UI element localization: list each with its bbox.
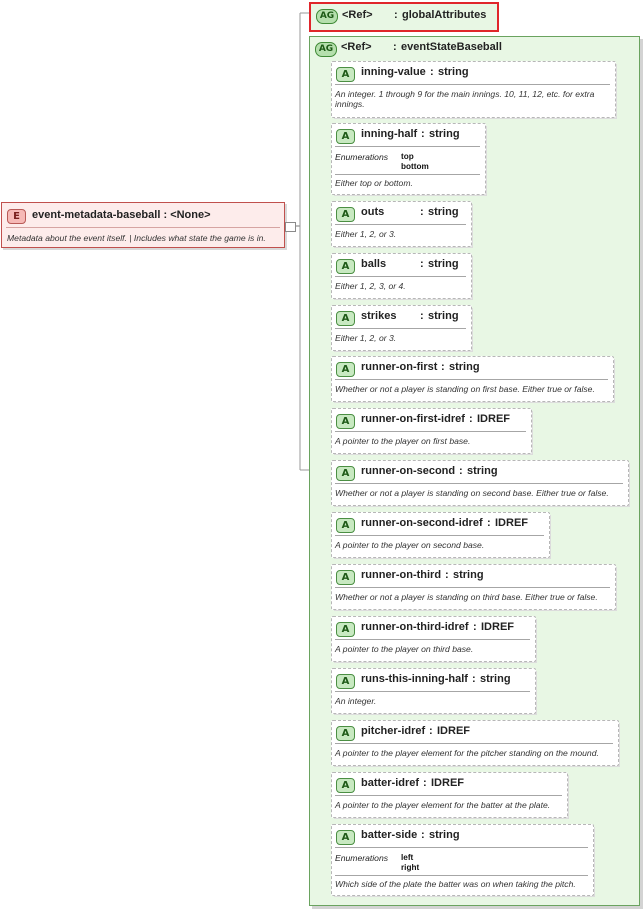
attribute-name: runner-on-second	[361, 465, 456, 477]
attribute-name: runner-on-second-idref	[361, 517, 483, 529]
group-separator: :	[394, 9, 398, 21]
attribute-separator: :	[459, 465, 463, 477]
element-separator: :	[163, 209, 168, 221]
attribute-separator: :	[441, 361, 445, 373]
attribute-separator: :	[420, 258, 424, 270]
attribute-separator: :	[473, 621, 477, 633]
attribute-badge-icon: A	[336, 622, 355, 637]
attribute-divider	[335, 795, 562, 796]
attribute-box[interactable]	[331, 564, 616, 610]
attribute-badge-icon: A	[336, 414, 355, 429]
attribute-type: string	[453, 569, 484, 581]
attribute-type: IDREF	[431, 777, 464, 789]
attribute-box[interactable]	[331, 123, 486, 195]
enumeration-value: bottom	[401, 162, 429, 171]
attribute-box[interactable]	[331, 512, 550, 558]
attribute-divider	[335, 535, 544, 536]
attribute-type: IDREF	[437, 725, 470, 737]
attribute-box[interactable]	[331, 305, 472, 351]
attribute-type: string	[480, 673, 511, 685]
attribute-description: A pointer to the player on second base.	[335, 540, 485, 550]
element-type: <None>	[170, 209, 211, 221]
attribute-divider	[335, 431, 526, 432]
attribute-badge-icon: A	[336, 311, 355, 326]
attribute-badge-icon: A	[336, 570, 355, 585]
attribute-description: A pointer to the player element for the batter at the plate.	[335, 800, 551, 810]
element-divider	[6, 227, 280, 228]
attribute-separator: :	[469, 413, 473, 425]
enumeration-divider	[335, 174, 480, 175]
attribute-badge-icon: A	[336, 726, 355, 741]
element-description: Metadata about the event itself. | Includes what state the game is in.	[7, 233, 266, 243]
attribute-name: runner-on-third	[361, 569, 442, 581]
enumeration-divider	[335, 875, 588, 876]
attribute-separator: :	[420, 206, 424, 218]
attribute-badge-icon: A	[336, 466, 355, 481]
attribute-box[interactable]	[331, 668, 536, 714]
element-title	[32, 209, 211, 221]
attribute-type: string	[449, 361, 480, 373]
attribute-name: pitcher-idref	[361, 725, 426, 737]
attribute-box[interactable]	[331, 61, 616, 118]
enumerations-label: Enumerations	[335, 853, 389, 863]
attribute-name: runs-this-inning-half	[361, 673, 468, 685]
root-element-box[interactable]	[1, 202, 285, 248]
attribute-type: IDREF	[481, 621, 514, 633]
attribute-name: runner-on-first	[361, 361, 438, 373]
attribute-badge-icon: A	[336, 778, 355, 793]
attribute-description: An integer.	[335, 696, 377, 706]
attribute-badge-icon: A	[336, 830, 355, 845]
attribute-badge-icon: A	[336, 207, 355, 222]
attribute-name: inning-value	[361, 66, 426, 78]
attribute-box[interactable]	[331, 253, 472, 299]
attribute-box[interactable]	[331, 356, 614, 402]
attribute-box[interactable]	[331, 460, 629, 506]
attribute-divider	[335, 847, 588, 848]
attribute-type: IDREF	[495, 517, 528, 529]
attribute-badge-icon: A	[336, 362, 355, 377]
enumeration-value: top	[401, 152, 414, 161]
attribute-description: Whether or not a player is standing on third base. Either true or false.	[335, 592, 598, 602]
attribute-separator: :	[445, 569, 449, 581]
attribute-type: string	[429, 128, 460, 140]
enumerations-label: Enumerations	[335, 152, 389, 162]
attribute-divider	[335, 691, 530, 692]
attribute-description: A pointer to the player on third base.	[335, 644, 474, 654]
enumeration-value: right	[401, 863, 420, 872]
group-name: eventStateBaseball	[401, 41, 502, 53]
attribute-divider	[335, 224, 466, 225]
group-badge-icon: AG	[316, 9, 338, 24]
attribute-divider	[335, 328, 466, 329]
attribute-description: Whether or not a player is standing on second base. Either true or false.	[335, 488, 609, 498]
group-global-attributes[interactable]	[309, 2, 499, 32]
attribute-divider	[335, 146, 480, 147]
attribute-name: outs	[361, 206, 385, 218]
attribute-divider	[335, 379, 608, 380]
attribute-badge-icon: A	[336, 674, 355, 689]
attribute-type: string	[467, 465, 498, 477]
attribute-separator: :	[421, 829, 425, 841]
element-badge: E	[7, 209, 26, 224]
attribute-type: string	[428, 206, 459, 218]
attribute-description: Either 1, 2, 3, or 4.	[335, 281, 406, 291]
attribute-separator: :	[421, 128, 425, 140]
group-separator: :	[393, 41, 397, 53]
attribute-box[interactable]	[331, 201, 472, 247]
attribute-divider	[335, 639, 530, 640]
attribute-description: Either 1, 2, or 3.	[335, 333, 397, 343]
attribute-separator: :	[423, 777, 427, 789]
attribute-type: IDREF	[477, 413, 510, 425]
attribute-separator: :	[429, 725, 433, 737]
attribute-description: Which side of the plate the batter was on when taking the pitch.	[335, 879, 576, 889]
attribute-description: A pointer to the player element for the pitcher standing on the mound.	[335, 748, 599, 758]
group-name: globalAttributes	[402, 9, 487, 21]
attribute-type: string	[438, 66, 469, 78]
attribute-divider	[335, 84, 610, 85]
attribute-name: batter-side	[361, 829, 418, 841]
attribute-description: An integer. 1 through 9 for the main innings. 10, 11, 12, etc. for extra innings.	[335, 89, 595, 109]
group-badge-icon: AG	[315, 42, 337, 57]
attribute-name: balls	[361, 258, 387, 270]
attribute-badge-icon: A	[336, 129, 355, 144]
attribute-name: runner-on-third-idref	[361, 621, 469, 633]
attribute-divider	[335, 276, 466, 277]
attribute-description: Either 1, 2, or 3.	[335, 229, 397, 239]
attribute-type: string	[428, 310, 459, 322]
attribute-badge-icon: A	[336, 518, 355, 533]
attribute-box[interactable]	[331, 772, 568, 818]
attribute-description: A pointer to the player on first base.	[335, 436, 471, 446]
attribute-type: string	[428, 258, 459, 270]
attribute-box[interactable]	[331, 408, 532, 454]
attribute-name: runner-on-first-idref	[361, 413, 465, 425]
attribute-box[interactable]	[331, 720, 619, 766]
attribute-divider	[335, 483, 623, 484]
attribute-divider	[335, 587, 610, 588]
attribute-separator: :	[472, 673, 476, 685]
attribute-type: string	[429, 829, 460, 841]
attribute-badge-icon: A	[336, 259, 355, 274]
attribute-description: Either top or bottom.	[335, 178, 413, 188]
group-ref-label: <Ref>	[342, 9, 373, 21]
attribute-divider	[335, 743, 613, 744]
enumeration-value: left	[401, 853, 414, 862]
sequence-connector-icon	[285, 222, 296, 232]
attribute-badge-icon: A	[336, 67, 355, 82]
attribute-name: batter-idref	[361, 777, 420, 789]
attribute-separator: :	[430, 66, 434, 78]
attribute-name: inning-half	[361, 128, 418, 140]
attribute-separator: :	[420, 310, 424, 322]
attribute-description: Whether or not a player is standing on first base. Either true or false.	[335, 384, 595, 394]
attribute-box[interactable]	[331, 824, 594, 896]
attribute-name: strikes	[361, 310, 397, 322]
attribute-box[interactable]	[331, 616, 536, 662]
attribute-separator: :	[487, 517, 491, 529]
element-name: event-metadata-baseball	[32, 209, 161, 221]
group-ref-label: <Ref>	[341, 41, 372, 53]
